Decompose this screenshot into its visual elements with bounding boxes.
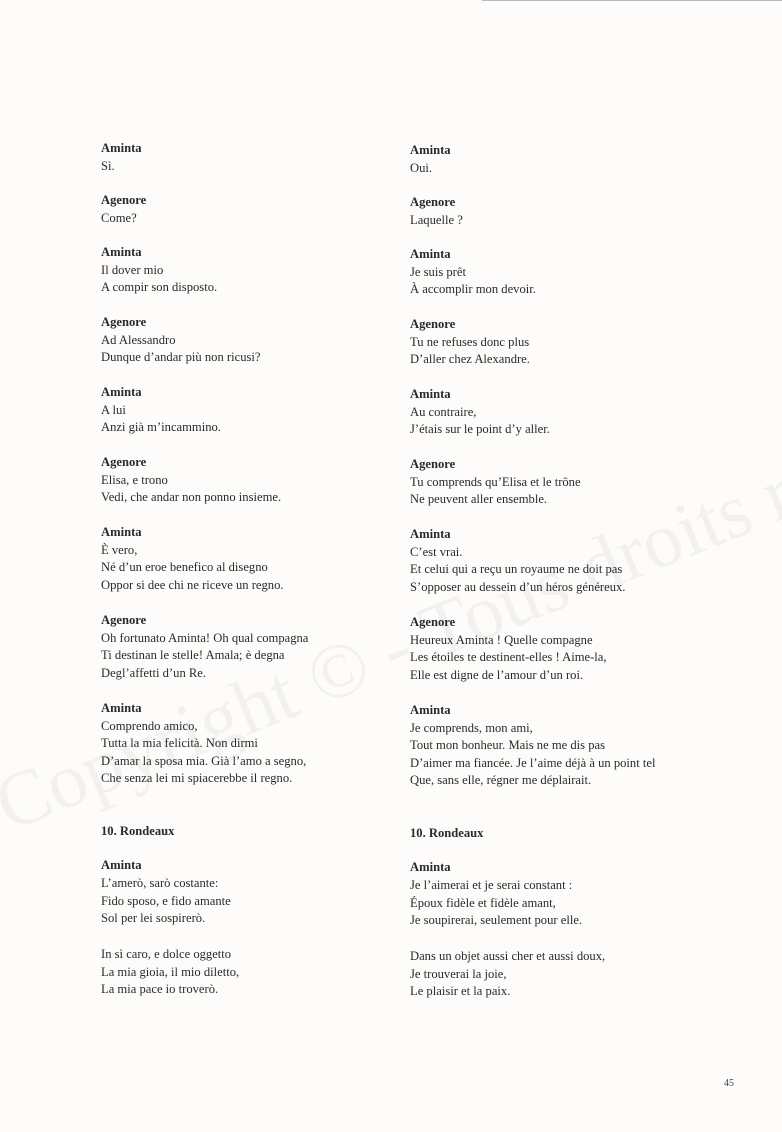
- poem-line: Époux fidèle et fidèle amant,: [410, 895, 556, 910]
- speaker-name: Agenore: [410, 457, 456, 471]
- dialogue-line: A lui: [101, 402, 126, 417]
- dialogue-line: Tu ne refuses donc plus: [410, 334, 530, 349]
- dialogue-line: Né d’un eroe benefico al disegno: [101, 560, 268, 575]
- dialogue-block: [410, 386, 550, 439]
- dialogue-line: Laquelle ?: [410, 212, 463, 227]
- dialogue-line: Anzi già m’incammino.: [101, 420, 221, 435]
- speaker-name: Aminta: [101, 245, 142, 259]
- dialogue-block: [101, 244, 217, 297]
- poem-line: Fido sposo, e fido amante: [101, 893, 231, 908]
- dialogue-line: Je suis prêt: [410, 264, 466, 279]
- dialogue-block: [410, 194, 463, 229]
- dialogue-line: Au contraire,: [410, 404, 477, 419]
- speaker-name: Aminta: [410, 387, 451, 401]
- top-rule: [482, 0, 782, 1]
- dialogue-line: Les étoiles te destinent-elles ! Aime-la,: [410, 650, 607, 665]
- poem-line: In sì caro, e dolce oggetto: [101, 947, 232, 961]
- dialogue-block: [101, 384, 221, 437]
- poem-stanza: [101, 875, 231, 928]
- dialogue-line: J’étais sur le point d’y aller.: [410, 422, 550, 437]
- speaker-name: Agenore: [101, 455, 147, 469]
- dialogue-line: Comprendo amico,: [101, 718, 198, 733]
- poem-line: Le plaisir et la paix.: [410, 984, 511, 999]
- poem-line: Je soupirerai, seulement pour elle.: [410, 913, 583, 928]
- dialogue-line: Et celui qui a reçu un royaume ne doit pas: [410, 562, 623, 577]
- dialogue-line: Oh fortunato Aminta! Oh qual compagna: [101, 630, 309, 645]
- dialogue-line: Oppor si dee chi ne riceve un regno.: [101, 577, 284, 592]
- poem-line: Je trouverai la joie,: [410, 966, 507, 981]
- speaker-name: Aminta: [101, 701, 142, 715]
- dialogue-block: [410, 702, 655, 790]
- poem-line: Dans un objet aussi cher et aussi doux,: [410, 949, 606, 963]
- dialogue-line: Ne peuvent aller ensemble.: [410, 492, 548, 507]
- dialogue-block: [101, 612, 308, 682]
- poem-stanza: [410, 877, 582, 930]
- dialogue-line: Il dover mio: [101, 262, 164, 277]
- speaker-name: Aminta: [410, 527, 451, 541]
- dialogue-block: [101, 192, 146, 227]
- dialogue-line: Tu comprends qu’Elisa et le trône: [410, 474, 581, 489]
- poem-line: Sol per lei sospirerò.: [101, 911, 206, 926]
- dialogue-block: [101, 700, 306, 788]
- poem-stanza: [101, 946, 239, 999]
- page-number: 45: [724, 1078, 734, 1089]
- poem-line: Je l’aimerai et je serai constant :: [410, 878, 573, 892]
- speaker-name: Aminta: [410, 143, 451, 157]
- dialogue-line: C’est vrai.: [410, 544, 463, 559]
- dialogue-line: Ti destinan le stelle! Amala; è degna: [101, 648, 285, 663]
- dialogue-line: Sì.: [101, 158, 115, 173]
- poem-line: La mia gioia, il mio diletto,: [101, 964, 240, 979]
- speaker-name: Aminta: [410, 860, 451, 874]
- poem-stanza: [410, 948, 605, 1001]
- speaker-name: Aminta: [101, 141, 142, 155]
- dialogue-line: Che senza lei mi spiacerebbe il regno.: [101, 771, 293, 786]
- dialogue-line: Je comprends, mon ami,: [410, 720, 533, 735]
- speaker-name: Aminta: [410, 247, 451, 261]
- speaker-name: Agenore: [101, 613, 147, 627]
- section-title: 10. Rondeaux: [410, 826, 484, 840]
- dialogue-line: Come?: [101, 210, 137, 225]
- dialogue-line: Heureux Aminta ! Quelle compagne: [410, 632, 593, 647]
- dialogue-block: [101, 140, 142, 175]
- dialogue-line: Oui.: [410, 160, 433, 175]
- dialogue-block: [410, 614, 607, 684]
- dialogue-block: [101, 454, 281, 507]
- dialogue-line: È vero,: [101, 542, 138, 557]
- poem-line: La mia pace io troverò.: [101, 982, 219, 997]
- speaker-name: Aminta: [101, 858, 142, 872]
- dialogue-block: [410, 316, 530, 369]
- dialogue-line: Degl’affetti d’un Re.: [101, 665, 207, 680]
- dialogue-line: Elle est digne de l’amour d’un roi.: [410, 667, 584, 682]
- dialogue-block: [410, 456, 581, 509]
- dialogue-block: [410, 142, 451, 177]
- dialogue-line: D’aimer ma fiancée. Je l’aime déjà à un point tel: [410, 755, 656, 770]
- dialogue-block: [101, 314, 260, 367]
- section-title: 10. Rondeaux: [101, 824, 175, 838]
- speaker-name: Agenore: [410, 317, 456, 331]
- speaker-name: Aminta: [101, 525, 142, 539]
- dialogue-line: Que, sans elle, régner me déplairait.: [410, 773, 592, 788]
- dialogue-line: Vedi, che andar non ponno insieme.: [101, 490, 282, 505]
- speaker-name: Aminta: [410, 703, 451, 717]
- dialogue-line: À accomplir mon devoir.: [410, 282, 536, 297]
- speaker-name: Agenore: [101, 193, 147, 207]
- dialogue-line: S’opposer au dessein d’un héros généreux.: [410, 579, 626, 594]
- speaker-name: Agenore: [410, 615, 456, 629]
- dialogue-line: Tout mon bonheur. Mais ne me dis pas: [410, 738, 605, 753]
- dialogue-line: A compir son disposto.: [101, 280, 218, 295]
- dialogue-block: [410, 526, 625, 596]
- poem-line: L’amerò, sarò costante:: [101, 876, 219, 890]
- dialogue-block: [410, 246, 536, 299]
- speaker-name: Agenore: [410, 195, 456, 209]
- dialogue-line: Dunque d’andar più non ricusi?: [101, 350, 261, 365]
- dialogue-block: [101, 524, 284, 594]
- dialogue-line: D’aller chez Alexandre.: [410, 352, 530, 367]
- dialogue-line: D’amar la sposa mia. Già l’amo a segno,: [101, 753, 307, 768]
- dialogue-line: Ad Alessandro: [101, 332, 176, 347]
- speaker-name: Aminta: [101, 385, 142, 399]
- dialogue-line: Elisa, e trono: [101, 472, 168, 487]
- speaker-name: Agenore: [101, 315, 147, 329]
- dialogue-line: Tutta la mia felicità. Non dirmi: [101, 736, 258, 751]
